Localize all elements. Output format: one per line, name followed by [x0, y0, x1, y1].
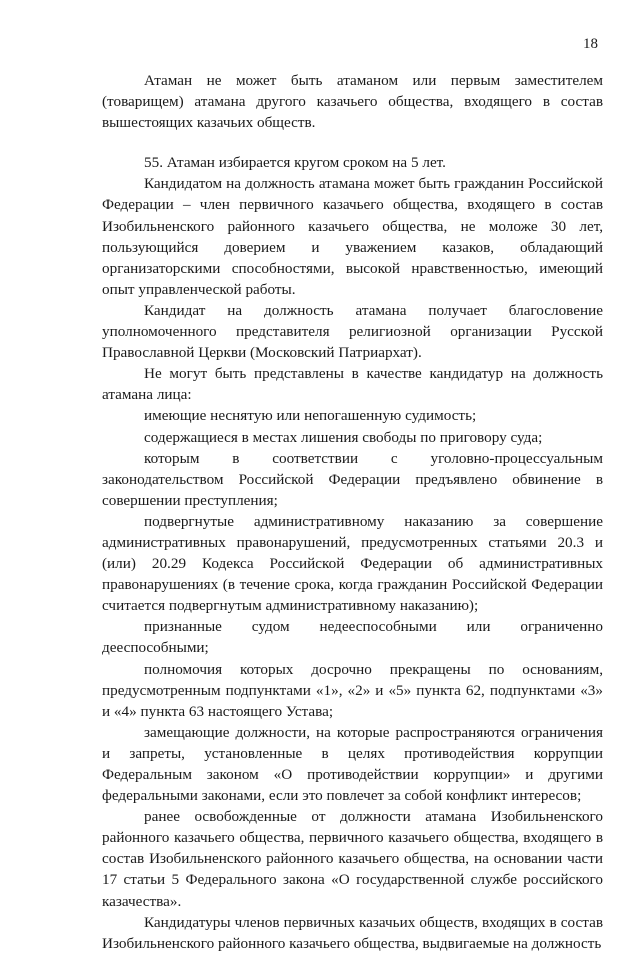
list-item-administrative-penalty: подвергнутые административному наказанию за совершение административных правонарушений, предусмотренных статьями 20.3 и (или) 20.29 Кодекса Российской Федерации об административных правонарушениях (в течение срока, когда гражданин Российской Федерации считается подвергнутым административному наказанию);	[102, 512, 603, 615]
paragraph-55-term: 55. Атаман избирается кругом сроком на 5 лет.	[144, 154, 446, 172]
paragraph-candidatures-nomination: Кандидатуры членов первичных казачьих обществ, входящих в состав Изобильненского районного казачьего общества, выдвигаемые на должность	[102, 913, 603, 952]
list-item-imprisoned: содержащиеся в местах лишения свободы по приговору суда;	[144, 428, 543, 446]
list-item-charged: которым в соответствии с уголовно-процессуальным законодательством Российской Федерации предъявлено обвинение в совершении преступления;	[102, 449, 603, 509]
list-item-criminal-record: имеющие неснятую или непогашенную судимость;	[144, 407, 477, 425]
page-number: 18	[583, 36, 598, 52]
paragraph-ineligible-intro: Не могут быть представлены в качестве кандидатур на должность атамана лица:	[102, 365, 603, 404]
paragraph-atamans-restriction: Атаман не может быть атаманом или первым заместителем (товарищем) атамана другого казачьего общества, входящего в состав вышестоящих казачьих обществ.	[102, 72, 603, 132]
list-item-anticorruption: замещающие должности, на которые распространяются ограничения и запреты, установленные в целях противодействия коррупции Федеральным законом «О противодействии коррупции» и другими федеральными законами, если это повлечет за собой конфликт интересов;	[102, 723, 603, 805]
paragraph-candidate-requirements: Кандидатом на должность атамана может быть гражданин Российской Федерации – член первичного казачьего общества, входящего в состав Изобильненского районного казачьего общества, не моложе 30 лет, пользующийся доверием и уважением казаков, обладающий организаторскими способностями, высокой нравственностью, имеющий опыт управленческой работы.	[102, 175, 603, 298]
paragraph-blessing: Кандидат на должность атамана получает благословение уполномоченного представителя религиозной организации Русской Православной Церкви (Московский Патриархат).	[102, 301, 603, 362]
list-item-early-termination: полномочия которых досрочно прекращены по основаниям, предусмотренным подпунктами «1», «2» и «5» пункта 62, подпунктами «3» и «4» пункта 63 настоящего Устава;	[102, 660, 603, 720]
list-item-incapacitated: признанные судом недееспособными или ограниченно дееспособными;	[102, 618, 603, 657]
list-item-previously-dismissed: ранее освобожденные от должности атамана Изобильненского районного казачьего общества, первичного казачьего общества, входящего в состав Изобильненского районного казачьего общества, на основании части 17 статьи 5 Федерального закона «О государственной службе российского казачества».	[102, 808, 603, 910]
document-body	[102, 70, 603, 954]
